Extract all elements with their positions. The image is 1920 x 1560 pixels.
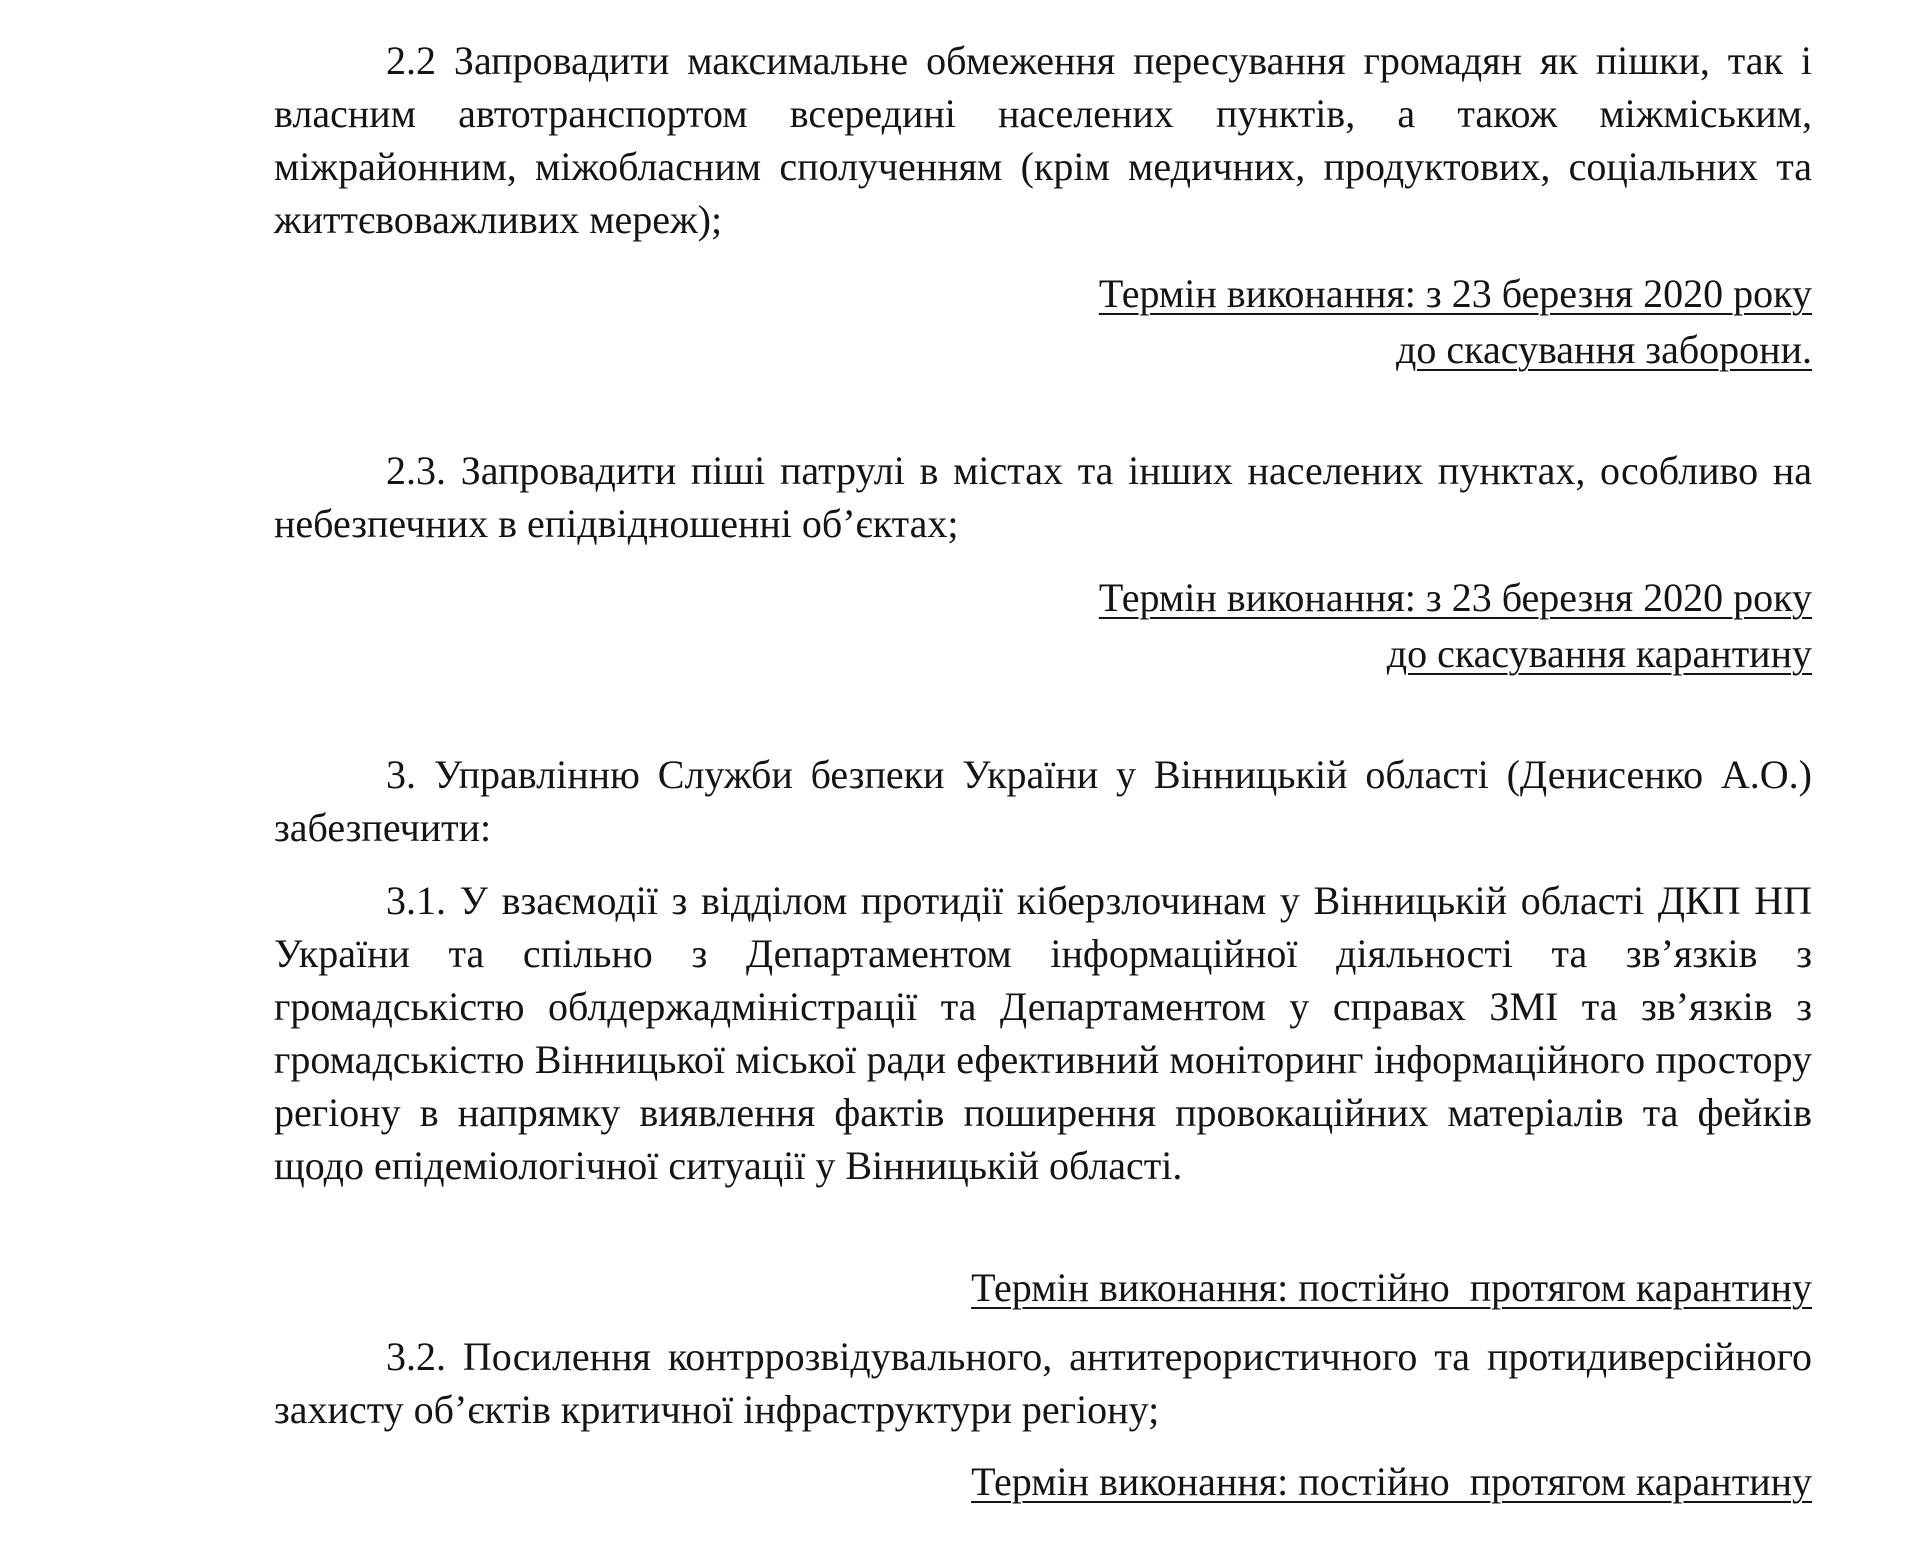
- deadline-text: Термін виконання: з 23 березня 2020 року: [1098, 575, 1812, 620]
- deadline-text: до скасування карантину: [1386, 631, 1812, 676]
- deadline-text: Термін виконання: з 23 березня 2020 року: [1098, 271, 1812, 316]
- deadline-3-2: [612, 1454, 1812, 1510]
- deadline-text: Термін виконання: постійно протягом карантину: [971, 1265, 1812, 1310]
- paragraph-2-2: 2.2 Запровадити максимальне обмеження пересування громадян як пішки, так і власним автотранспортом всередині населених пунктів, а також міжміським, міжрайонним, міжобласним сполученням (крім медичних, продуктових, соціальних та життєвоважливих мереж);: [274, 38, 1812, 242]
- deadline-2-3-line1: [612, 570, 1812, 626]
- deadline-text: до скасування заборони.: [1396, 327, 1812, 372]
- paragraph-3: 3. Управлінню Служби безпеки України у Вінницькій області (Денисенко А.О.) забезпечити:: [274, 752, 1812, 850]
- deadline-2-3-line2: [612, 626, 1812, 682]
- deadline-text: Термін виконання: постійно протягом карантину: [971, 1459, 1812, 1504]
- deadline-3-1: [612, 1260, 1812, 1316]
- deadline-2-2-line1: [612, 266, 1812, 322]
- paragraph-3-1: 3.1. У взаємодії з відділом протидії кіберзлочинам у Вінницькій області ДКП НП України та спільно з Департаментом інформаційної діяльності та зв’язків з громадськістю облдержадміністрації та Департаментом у справах ЗМІ та зв’язків з громадськістю Вінницької міської ради ефективний моніторинг інформаційного простору регіону в напрямку виявлення фактів поширення провокаційних матеріалів та фейків щодо епідеміологічної ситуації у Вінницькій області.: [274, 878, 1812, 1188]
- paragraph-2-3: 2.3. Запровадити піші патрулі в містах та інших населених пунктах, особливо на небезпечних в епідвідношенні об’єктах;: [274, 448, 1812, 546]
- paragraph-3-2: 3.2. Посилення контррозвідувального, антитерористичного та протидиверсійного захисту об’єктів критичної інфраструктури регіону;: [274, 1334, 1812, 1432]
- deadline-2-2-line2: [612, 322, 1812, 378]
